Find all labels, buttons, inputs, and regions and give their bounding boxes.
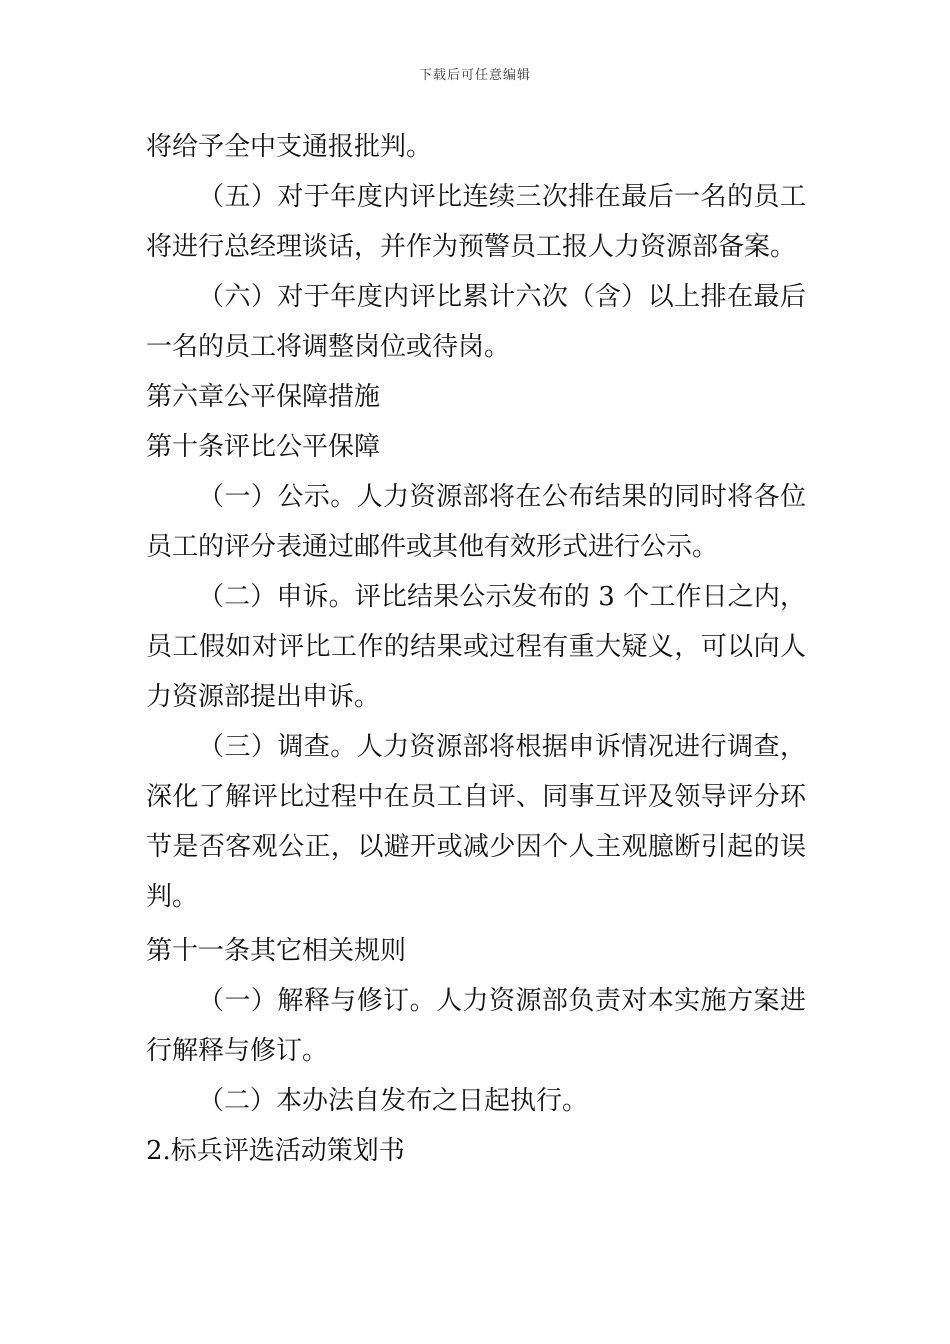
paragraph-investigation: （三）调查。人力资源部将根据申诉情况进行调查，深化了解评比过程中在员工自评、同事互评及领导评分环节是否客观公正，以避开或减少因个人主观臆断引起的误判。 xyxy=(146,732,806,912)
article-heading-10: 第十条评比公平保障 xyxy=(146,432,381,462)
chapter-heading: 第六章公平保障措施 xyxy=(146,382,381,412)
paragraph-item-6: （六）对于年度内评比累计六次（含）以上排在最后一名的员工将调整岗位或待岗。 xyxy=(146,282,806,362)
paragraph-item-5: （五）对于年度内评比连续三次排在最后一名的员工将进行总经理谈话，并作为预警员工报人力资源部备案。 xyxy=(146,182,806,262)
document-body xyxy=(146,122,806,1176)
paragraph-continuation: 将给予全中支通报批判。 xyxy=(146,132,433,162)
paragraph-publicity: （一）公示。人力资源部将在公布结果的同时将各位员工的评分表通过邮件或其他有效形式进行公示。 xyxy=(146,482,806,562)
paragraph-appeal: （二）申诉。评比结果公示发布的 3 个工作日之内，员工假如对评比工作的结果或过程有重大疑义，可以向人力资源部提出申诉。 xyxy=(146,582,806,712)
paragraph-interpretation: （一）解释与修订。人力资源部负责对本实施方案进行解释与修订。 xyxy=(146,986,806,1066)
section-heading-2: 2.标兵评选活动策划书 xyxy=(146,1136,405,1166)
page-header-note: 下载后可任意编辑 xyxy=(418,68,531,83)
article-heading-11: 第十一条其它相关规则 xyxy=(146,936,407,966)
paragraph-effective-date: （二）本办法自发布之日起执行。 xyxy=(198,1086,589,1116)
